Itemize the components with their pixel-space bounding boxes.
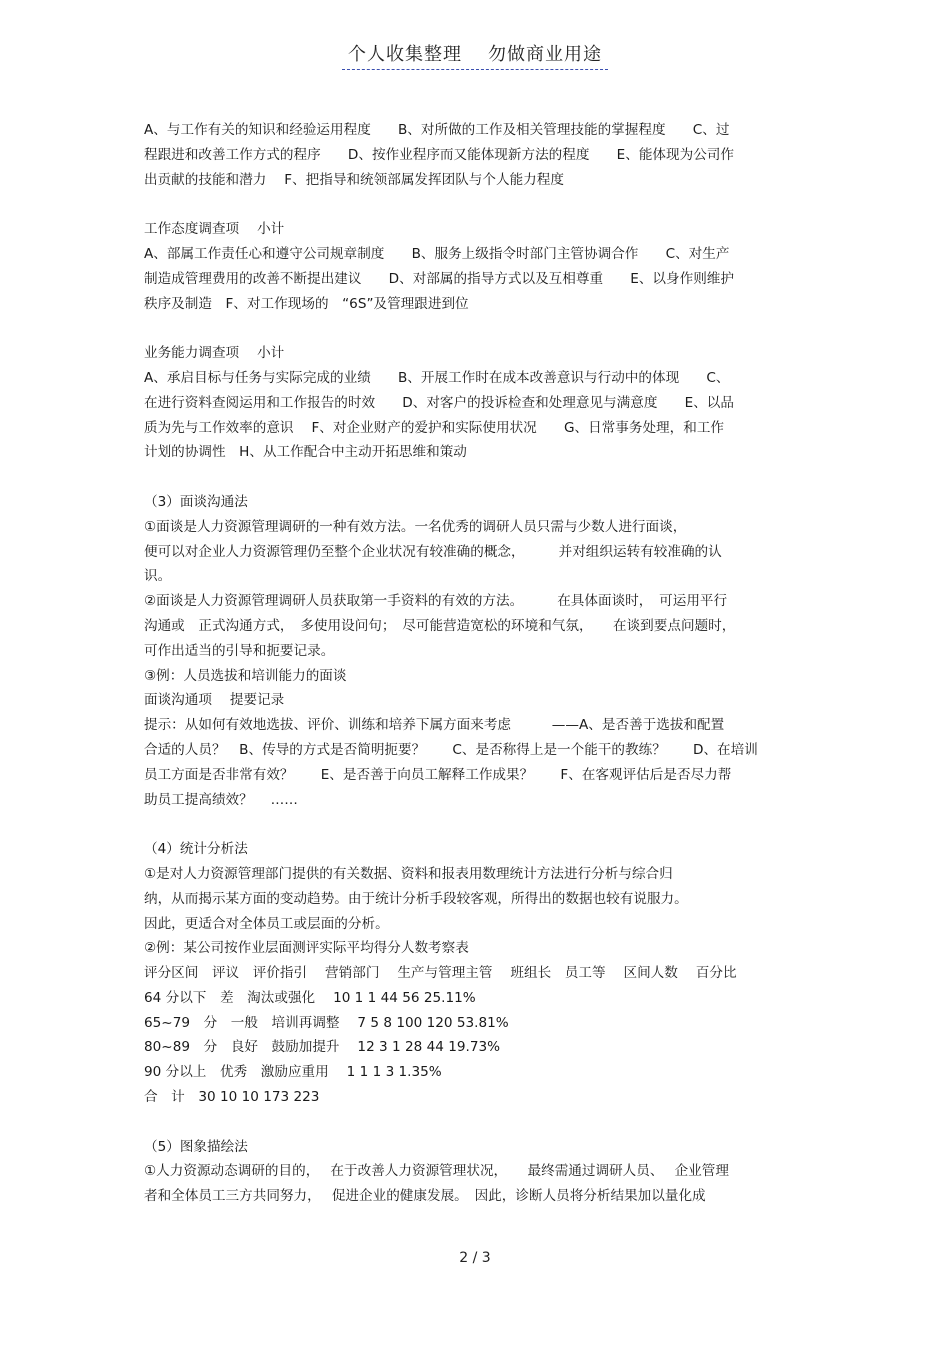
text-line: 秩序及制造 F、对工作现场的 “6S”及管理跟进到位 — [144, 295, 469, 312]
text-line: 面谈沟通项 提要记录 — [144, 692, 285, 709]
text-line: ②例：某公司按作业层面测评实际平均得分人数考察表 — [144, 940, 469, 957]
text-line: 可作出适当的引导和扼要记录。 — [144, 642, 335, 659]
header-text-noncommercial: 勿做商业用途 — [488, 44, 602, 65]
text-line: 工作态度调查项 小计 — [144, 221, 285, 238]
text-line: 提示：从如何有效地选拔、评价、训练和培养下属方面来考虑 ——A、是否善于选拔和配置 — [144, 717, 725, 734]
text-line: 在进行资料查阅运用和工作报告的时效 D、对客户的投诉检查和处理意见与满意度 E、以品 — [144, 394, 734, 411]
text-line: 出贡献的技能和潜力 F、把指导和统领部属发挥团队与个人能力程度 — [144, 171, 564, 188]
text-line: 合适的人员？ B、传导的方式是否简明扼要？ C、是否称得上是一个能干的教练？ D、在培训 — [144, 741, 758, 758]
text-line: 便可以对企业人力资源管理仍至整个企业状况有较准确的概念， 并对组织运转有较准确的认 — [144, 543, 722, 560]
page-number: 2 / 3 — [459, 1250, 491, 1266]
text-line: 业务能力调查项 小计 — [144, 345, 285, 362]
text-line: 识。 — [144, 568, 172, 585]
page-header — [0, 40, 950, 70]
text-line: 评分区间 评议 评价指引 营销部门 生产与管理主管 班组长 员工等 区间人数 百分比 — [144, 965, 737, 982]
text-line: （4）统计分析法 — [144, 841, 248, 858]
text-line: 制造成管理费用的改善不断提出建议 D、对部属的指导方式以及互相尊重 E、以身作则维护 — [144, 270, 734, 287]
text-line: 员工方面是否非常有效？ E、是否善于向员工解释工作成果？ F、在客观评估后是否尽力帮 — [144, 766, 732, 783]
blank-line — [144, 192, 812, 217]
text-line: 者和全体员工三方共同努力， 促进企业的健康发展。 因此，诊断人员将分析结果加以量化成 — [144, 1188, 706, 1205]
blank-line — [144, 812, 812, 837]
text-line: 因此，更适合对全体员工或层面的分析。 — [144, 915, 389, 932]
text-line: ①是对人力资源管理部门提供的有关数据、资料和报表用数理统计方法进行分析与综合归 — [144, 865, 673, 882]
header-text-collect: 个人收集整理 — [348, 44, 462, 65]
text-line: ①人力资源动态调研的目的， 在于改善人力资源管理状况， 最终需通过调研人员、 企业管理 — [144, 1163, 729, 1180]
text-line: 65~79 分 一般 培训再调整 7 5 8 100 120 53.81% — [144, 1014, 509, 1031]
text-line: A、承启目标与任务与实际完成的业绩 B、开展工作时在成本改善意识与行动中的体现 C、 — [144, 369, 730, 386]
text-line: 计划的协调性 H、从工作配合中主动开拓思维和策动 — [144, 444, 467, 461]
text-line: 64 分以下 差 淘汰或强化 10 1 1 44 56 25.11% — [144, 989, 476, 1006]
text-line: （3）面谈沟通法 — [144, 493, 248, 510]
text-line: （5）图象描绘法 — [144, 1138, 248, 1155]
header-title — [342, 40, 608, 70]
text-line: 90 分以上 优秀 激励应重用 1 1 1 3 1.35% — [144, 1064, 442, 1081]
text-line: 沟通或 正式沟通方式， 多使用设问句； 尽可能营造宽松的环境和气氛， 在谈到要点问题时， — [144, 617, 736, 634]
text-line: 程跟进和改善工作方式的程序 D、按作业程序而又能体现新方法的程度 E、能体现为公司作 — [144, 146, 734, 163]
text-line: 80~89 分 良好 鼓励加提升 12 3 1 28 44 19.73% — [144, 1039, 501, 1056]
text-line: 助员工提高绩效？ …… — [144, 791, 298, 808]
blank-line — [144, 316, 812, 341]
text-line: ①面谈是人力资源管理调研的一种有效方法。一名优秀的调研人员只需与少数人进行面谈， — [144, 518, 687, 535]
text-line: A、部属工作责任心和遵守公司规章制度 B、服务上级指令时部门主管协调合作 C、对生产 — [144, 245, 730, 262]
blank-line — [144, 465, 812, 490]
text-line: 质为先与工作效率的意识 F、对企业财产的爱护和实际使用状况 G、日常事务处理，和工作 — [144, 419, 725, 436]
text-line: 纳，从而揭示某方面的变动趋势。由于统计分析手段较客观，所得出的数据也较有说服力。 — [144, 890, 688, 907]
text-line: ②面谈是人力资源管理调研人员获取第一手资料的有效的方法。 在具体面谈时， 可运用平行 — [144, 593, 728, 610]
text-line: A、与工作有关的知识和经验运用程度 B、对所做的工作及相关管理技能的掌握程度 C、过 — [144, 122, 730, 138]
blank-line — [144, 1110, 812, 1135]
text-line: 合 计 30 10 10 173 223 — [144, 1089, 320, 1106]
text-line: ③例：人员选拔和培训能力的面谈 — [144, 667, 347, 684]
document-body — [144, 118, 812, 1209]
